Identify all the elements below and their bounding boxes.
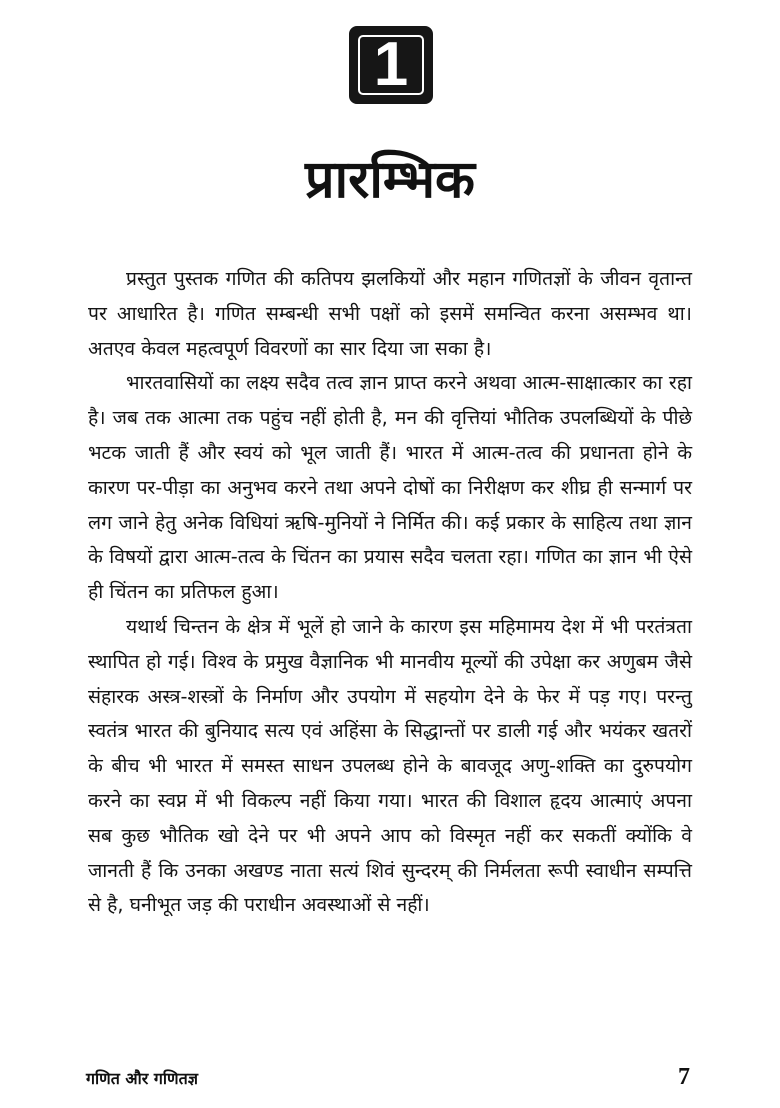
chapter-number: 1 [373,30,409,99]
footer-book-title: गणित और गणितज्ञ [86,1069,198,1088]
chapter-title: प्रारम्भिक [305,150,475,210]
chapter-body [88,262,692,923]
paragraph: प्रस्तुत पुस्तक गणित की कतिपय झलकियों और महान गणितज्ञों के जीवन वृतान्त पर आधारित है। गणित सम्बन्धी सभी पक्षों को इसमें समन्वित करना असम्भव था। अतएव केवल महत्वपूर्ण विवरणों का सार दिया जा सका है। [88,267,692,360]
chapter-number-box [349,26,433,104]
paragraph: भारतवासियों का लक्ष्य सदैव तत्व ज्ञान प्राप्त करने अथवा आत्म-साक्षात्कार का रहा है। जब तक आत्मा तक पहुंच नहीं होती है, मन की वृत्तियां भौतिक उपलब्धियों के पीछे भटक जाती हैं और स्वयं को भूल जाती हैं। भारत में आत्म-तत्व की प्रधानता होने के कारण पर-पीड़ा का अनुभव करने तथा अपने दोषों का निरीक्षण कर शीघ्र ही सन्मार्ग पर लग जाने हेतु अनेक विधियां ऋषि-मुनियों ने निर्मित की। कई प्रकार के साहित्य तथा ज्ञान के विषयों द्वारा आत्म-तत्व के चिंतन का प्रयास सदैव चलता रहा। गणित का ज्ञान भी ऐसे ही चिंतन का प्रतिफल हुआ। [88,371,692,604]
page-number: 7 [678,1064,690,1090]
paragraph: यथार्थ चिन्तन के क्षेत्र में भूलें हो जाने के कारण इस महिमामय देश में भी परतंत्रता स्थापित हो गई। विश्व के प्रमुख वैज्ञानिक भी मानवीय मूल्यों की उपेक्षा कर अणुबम जैसे संहारक अस्त्र-शस्त्रों के निर्माण और उपयोग में सहयोग देने के फेर में पड़ गए। परन्तु स्वतंत्र भारत की बुनियाद सत्य एवं अहिंसा के सिद्धान्तों पर डाली गई और भयंकर खतरों के बीच भी भारत में समस्त साधन उपलब्ध होने के बावजूद अणु-शक्ति का दुरुपयोग करने का स्वप्न में भी विकल्प नहीं किया गया। भारत की विशाल हृदय आत्माएं अपना सब कुछ भौतिक खो देने पर भी अपने आप को विस्मृत नहीं कर सकतीं क्योंकि वे जानती हैं कि उनका अखण्ड नाता सत्यं शिवं सुन्दरम् की निर्मलता रूपी स्वाधीन सम्पत्ति से है, घनीभूत जड़ की पराधीन अवस्थाओं से नहीं। [88,614,692,917]
